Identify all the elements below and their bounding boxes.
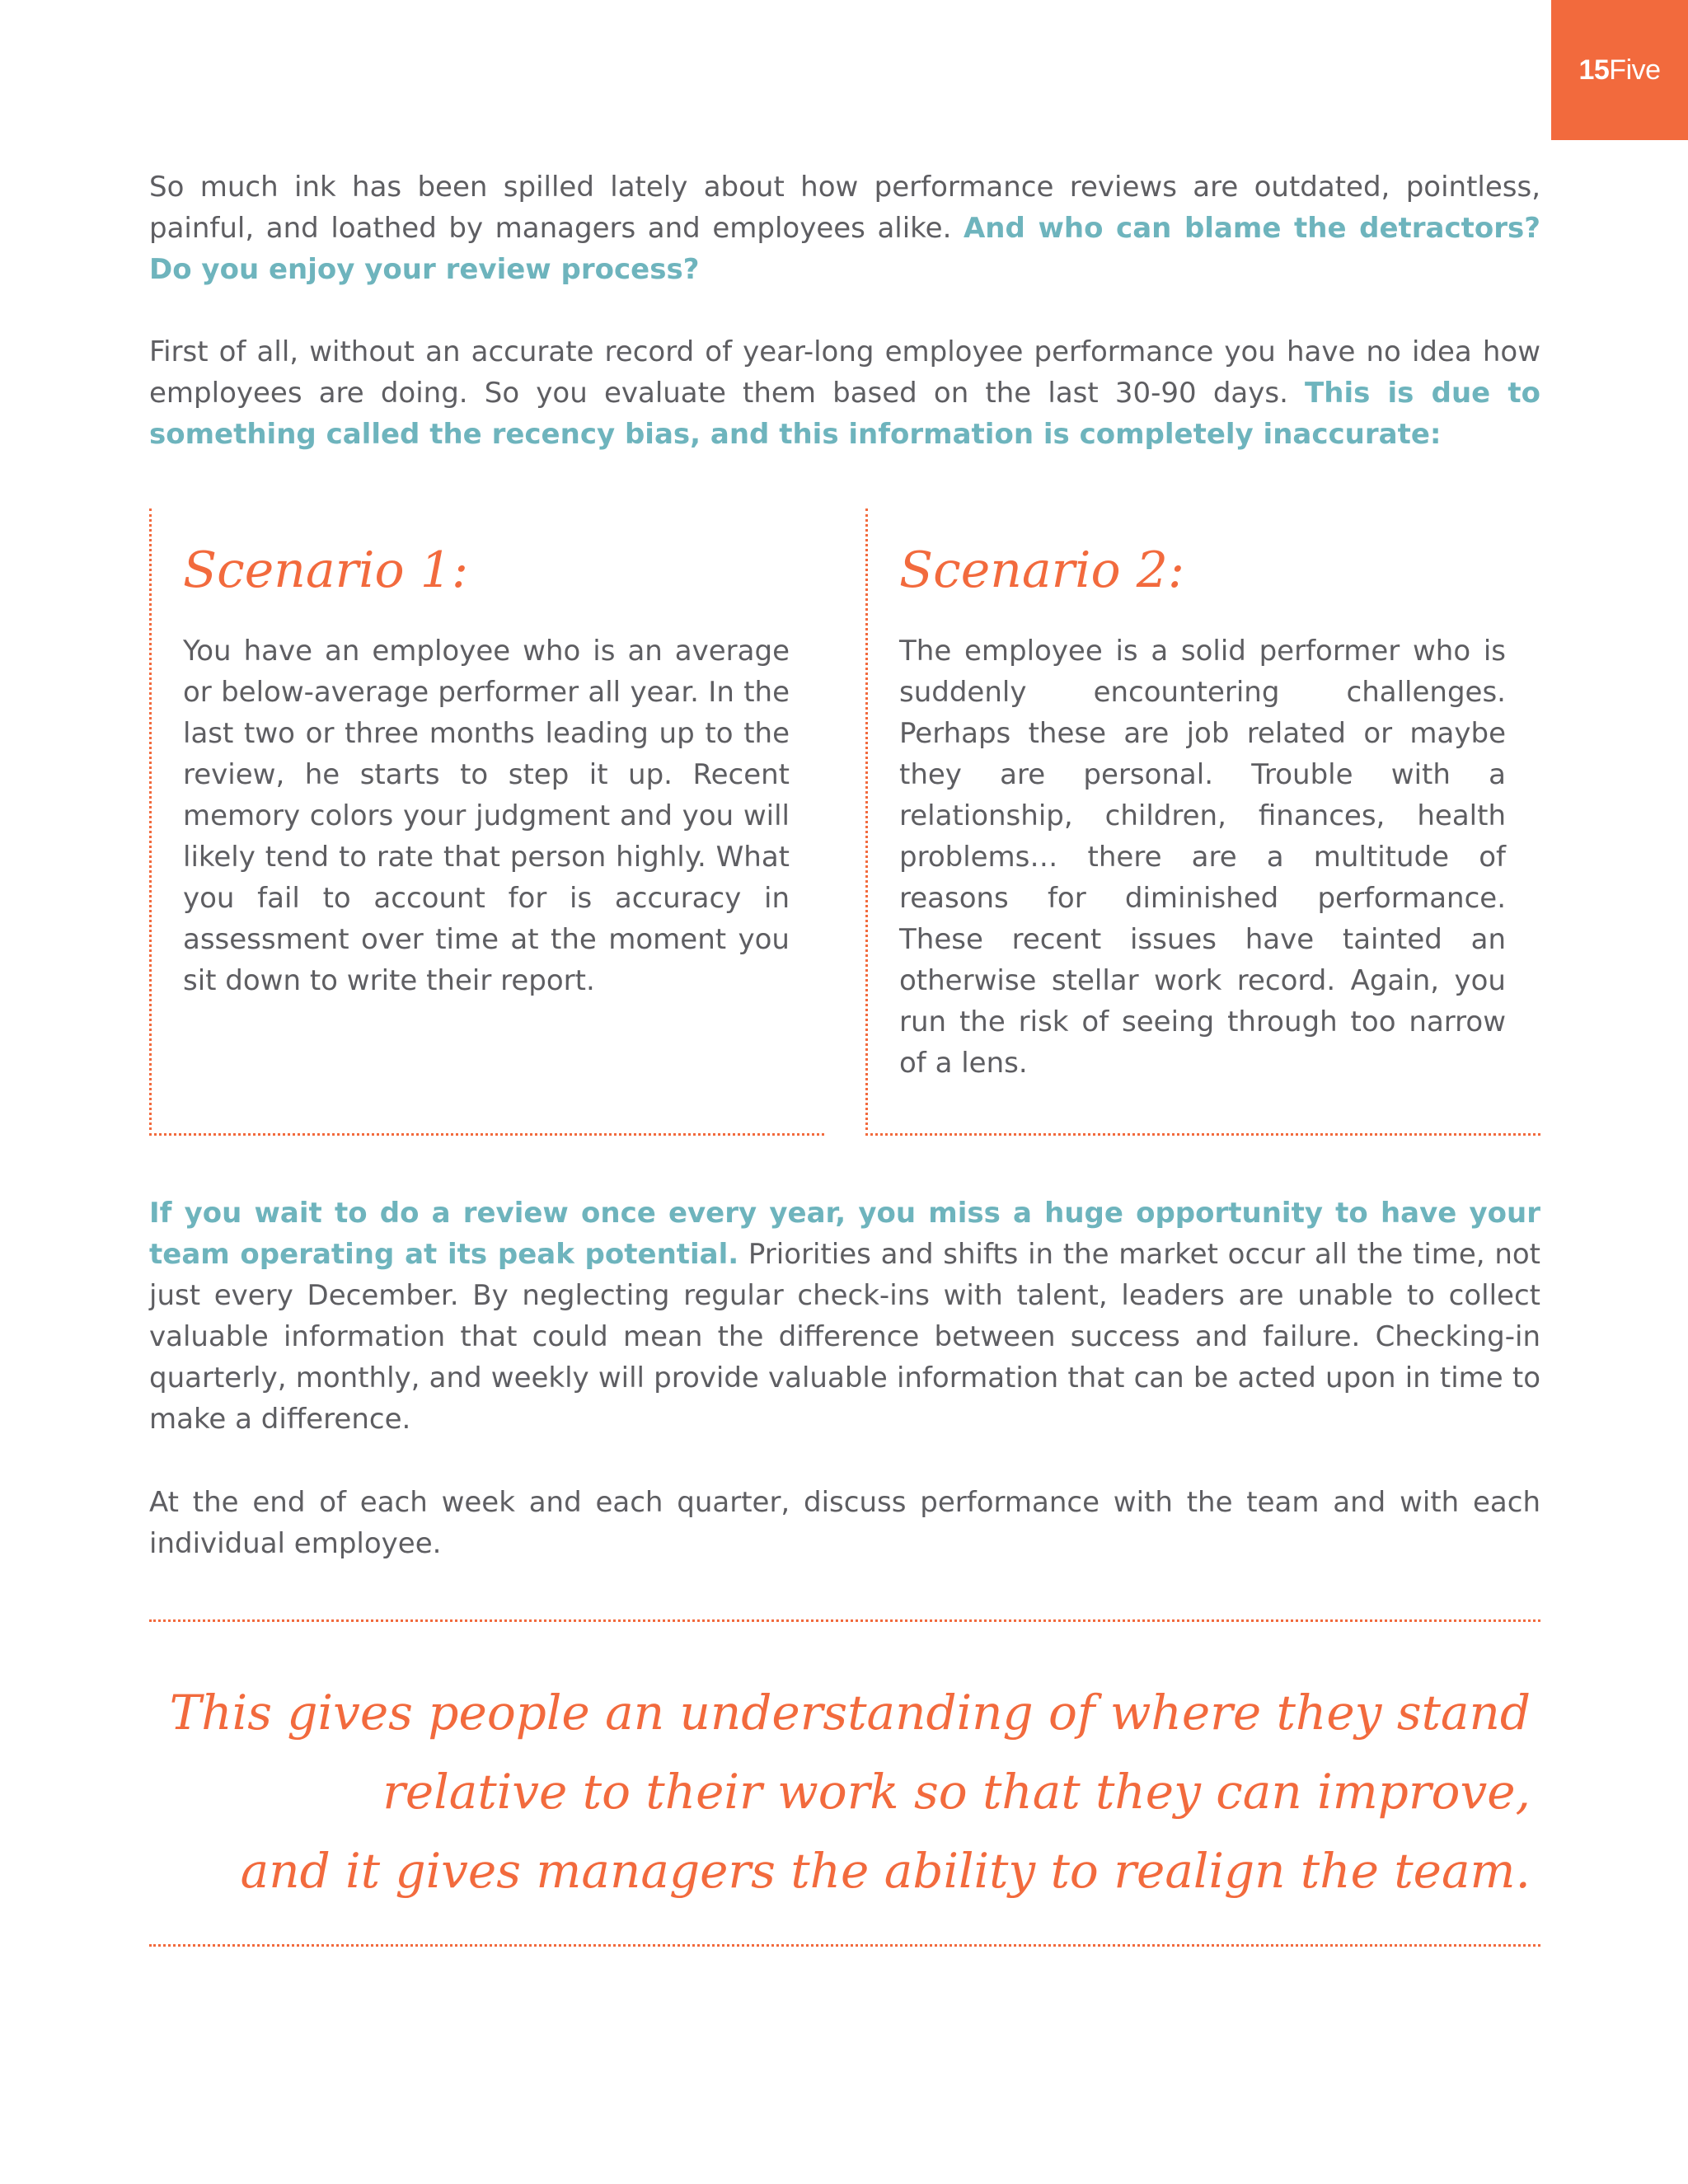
body-paragraph-4: At the end of each week and each quarter, discuss performance with the team and with each individual employee.	[149, 1486, 1540, 1560]
intro-paragraph-2	[149, 331, 1540, 455]
scenario-2-body: The employee is a solid performer who is suddenly encountering challenges. Perhaps these are job related or maybe they are personal. Trouble with a relationship, children, finances, health problems… there are a multitude of reasons for diminished performance. These recent issues have tainted an otherwise stellar work record. Again, you run the risk of seeing through too narrow of a lens.	[899, 635, 1506, 1080]
scenario-1-box	[149, 509, 824, 1136]
pull-quote	[149, 1673, 1531, 1910]
scenario-2-title: Scenario 2:	[899, 541, 1185, 599]
body-paragraph-3-highlight: If you wait to do a review once every year, you miss a huge opportunity to have your team operating at its peak potential.	[149, 1197, 1540, 1271]
quote-top-divider	[149, 1619, 1540, 1622]
body-paragraph-3	[149, 1193, 1540, 1440]
brand-logo-number: 15	[1578, 54, 1610, 86]
pull-quote-line-3: and it gives managers the ability to realign the team.	[240, 1843, 1531, 1899]
pull-quote-line-2: relative to their work so that they can improve,	[382, 1764, 1531, 1820]
brand-logo-word: Five	[1609, 54, 1661, 86]
intro-paragraph-1-highlight: And who can blame the detractors? Do you enjoy your review process?	[149, 212, 1540, 286]
brand-logo	[1551, 0, 1688, 140]
quote-bottom-divider	[149, 1944, 1540, 1947]
intro-paragraph-2-text: First of all, without an accurate record of year-long employee performance you have no idea how employees are doing. So you evaluate them based on the last 30-90 days.	[149, 335, 1540, 410]
scenario-1-title: Scenario 1:	[183, 541, 469, 599]
scenario-1-body: You have an employee who is an average or below-average performer all year. In the last two or three months leading up to the review, he starts to step it up. Recent memory colors your judgment and you will likely tend to rate that person highly. What you fail to account for is accuracy in assessment over time at the moment you sit down to write their report.	[183, 635, 790, 997]
intro-paragraph-1-text: So much ink has been spilled lately about how performance reviews are outdated, pointless, painful, and loathed by managers and employees alike.	[149, 171, 1540, 245]
intro-paragraph-1	[149, 166, 1540, 290]
pull-quote-line-1: This gives people an understanding of where they stand	[169, 1685, 1531, 1741]
intro-paragraph-2-highlight: This is due to something called the recency bias, and this information is completely inaccurate:	[149, 377, 1541, 451]
scenario-2-box	[865, 509, 1540, 1136]
body-paragraph-3-text: Priorities and shifts in the market occur all the time, not just every December. By neglecting regular check-ins with talent, leaders are unable to collect valuable information that could mean the difference between success and failure. Checking-in quarterly, monthly, and weekly will provide valuable information that can be acted upon in time to make a difference.	[149, 1238, 1540, 1436]
